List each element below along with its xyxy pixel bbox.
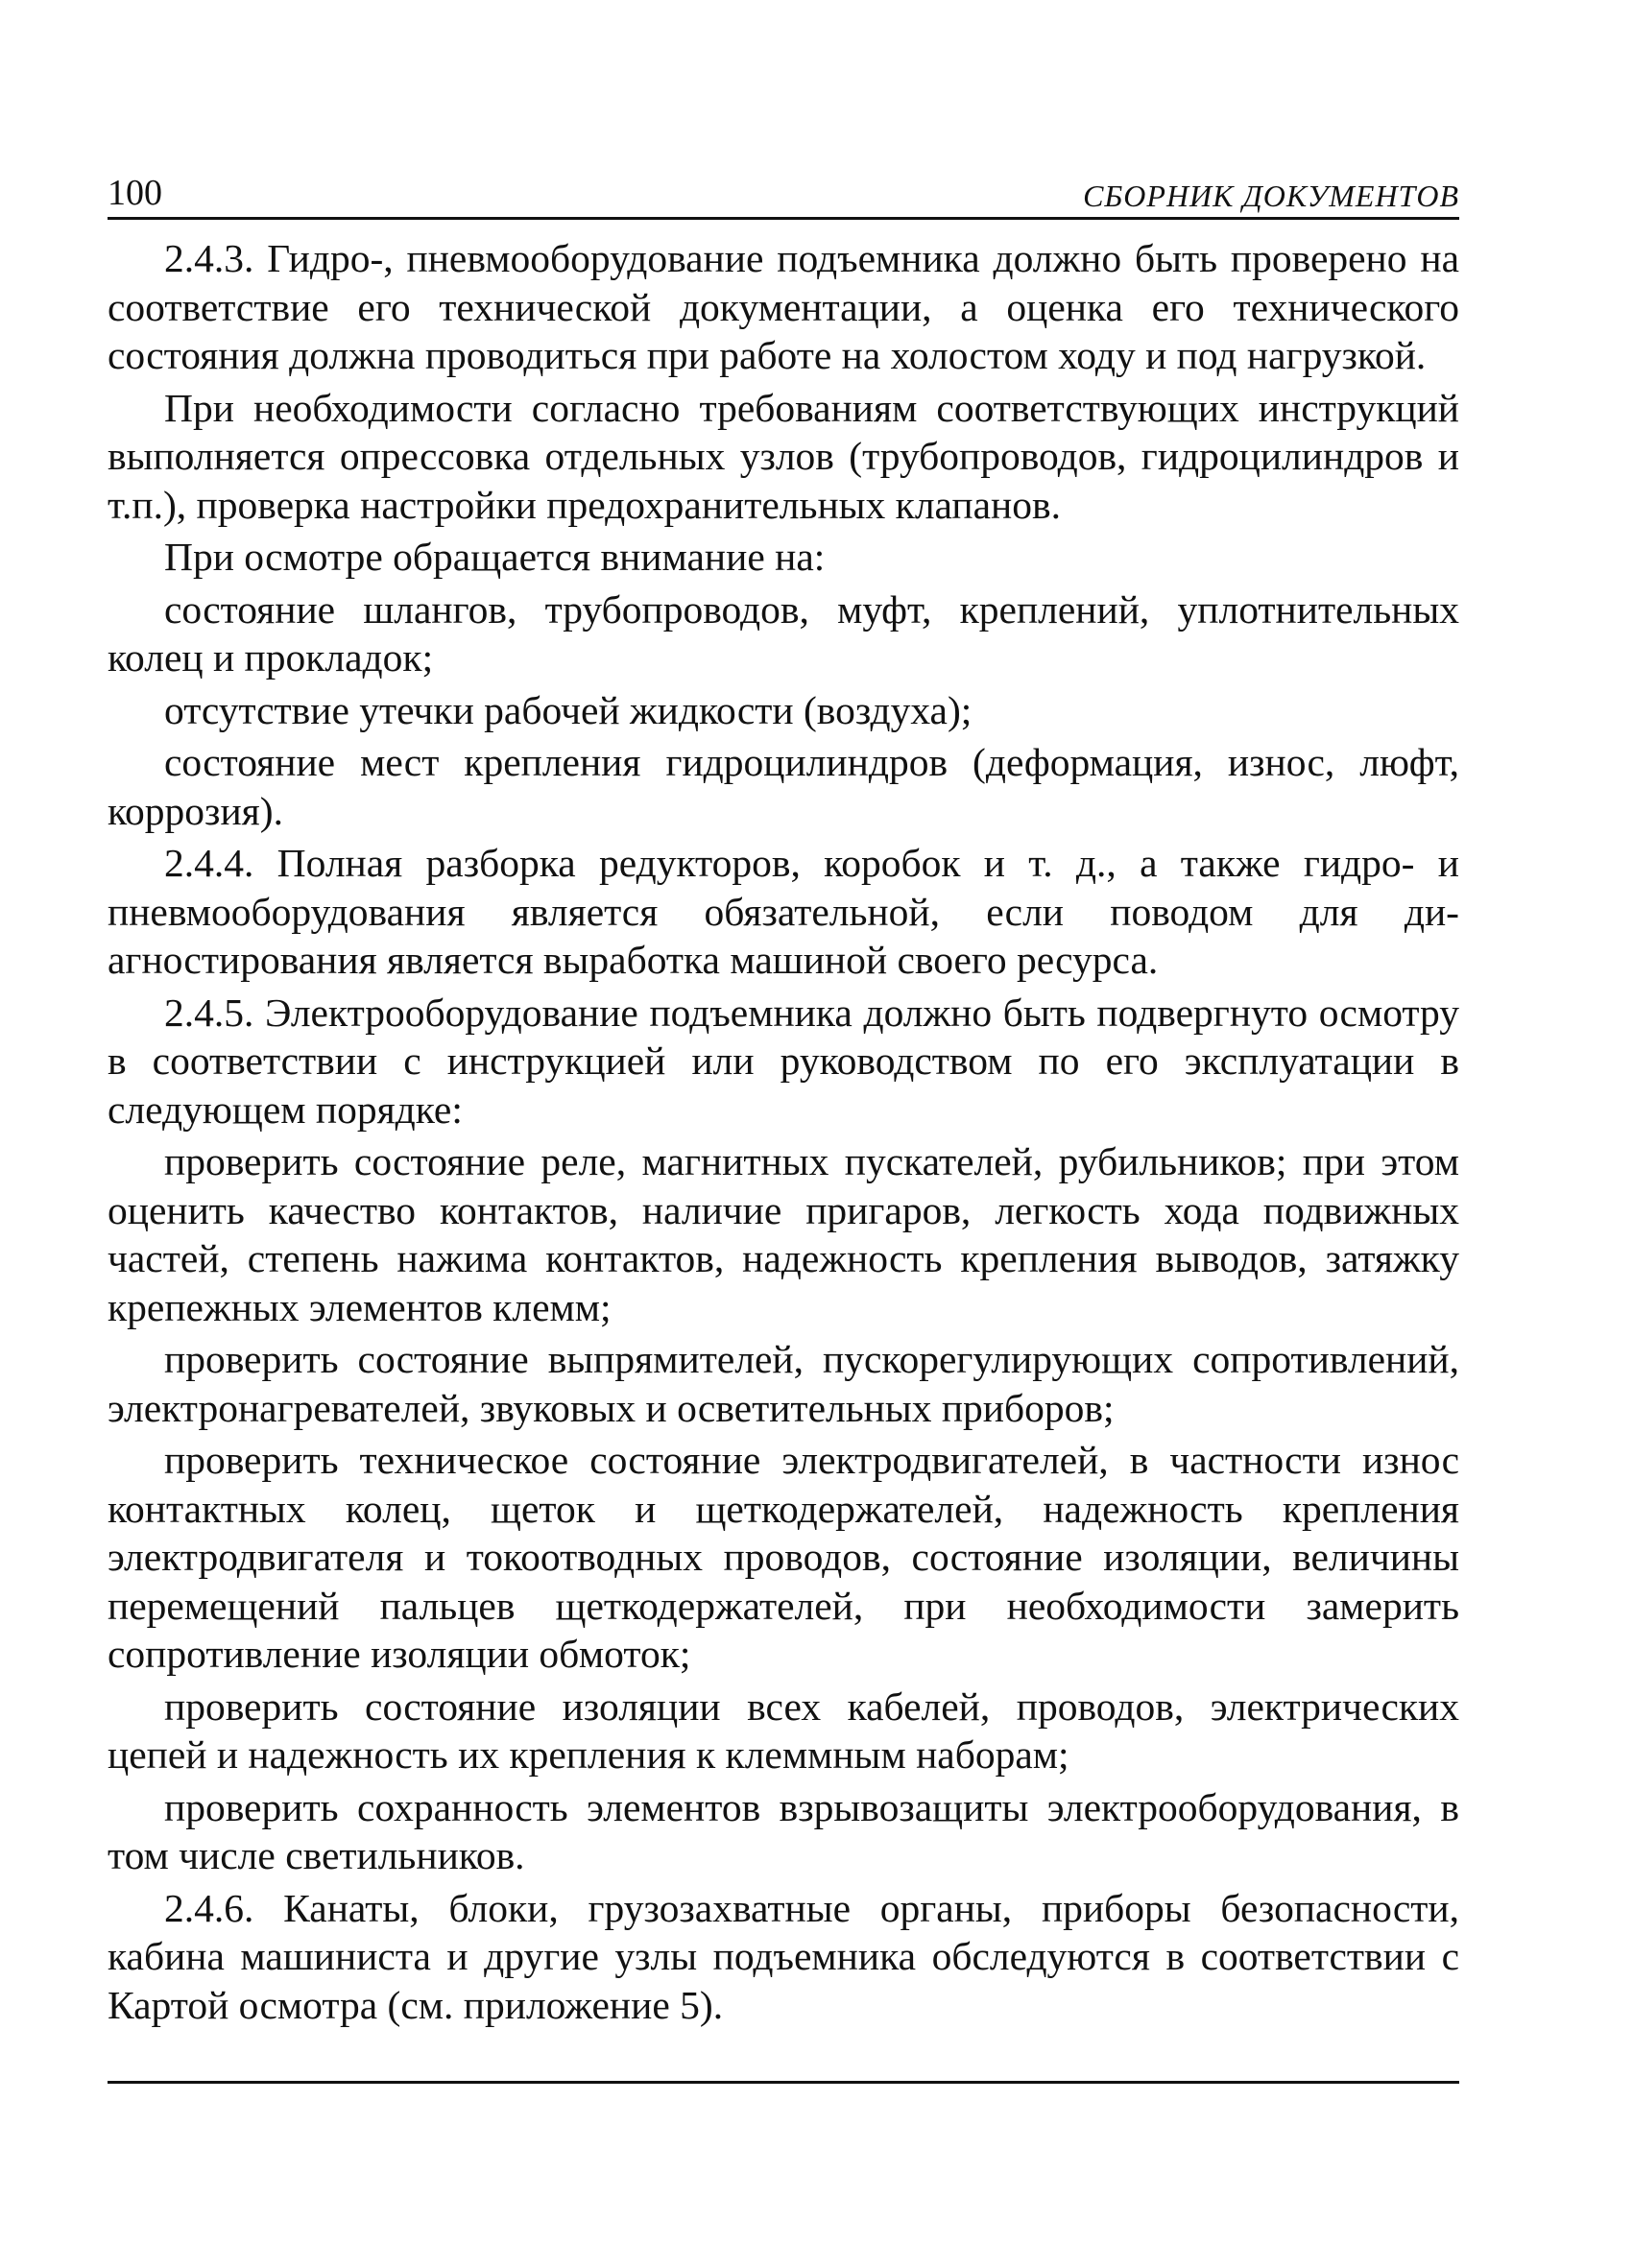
page-header bbox=[108, 161, 1459, 220]
paragraph-2-4-5: 2.4.5. Электрооборудование подъемника должно быть подвергнуто осмотру в соответствии с инструкцией или руководством по его эксплуатации в следующем порядке: bbox=[108, 990, 1459, 1132]
document-body bbox=[108, 234, 1459, 2033]
page-number: 100 bbox=[108, 173, 162, 213]
list-item-cables: проверить состояние изоляции всех кабелей, проводов, электрических цепей и надежность их крепления к клеммным наборам; bbox=[108, 1683, 1459, 1777]
list-item-explosion-protection: проверить сохранность элементов взрывозащиты электрооборудования, в том числе светильников. bbox=[108, 1784, 1459, 1877]
paragraph-2-4-4: 2.4.4. Полная разборка редукторов, коробок и т. д., а также гидро- и пневмооборудования является обязательной, если поводом для диагностирования является выработка машиной своего ресурса. bbox=[108, 841, 1459, 982]
paragraph-2-4-6: 2.4.6. Канаты, блоки, грузозахватные органы, приборы безопасности, кабина машиниста и другие узлы подъемника обследуются в соответствии с Картой осмотра (см. приложение 5). bbox=[108, 1885, 1459, 2027]
list-item-hoses: состояние шлангов, трубопроводов, муфт, креплений, уплотнительных колец и прокладок; bbox=[108, 586, 1459, 680]
list-item-relays: проверить состояние реле, магнитных пускателей, рубильников; при этом оценить качество контактов, наличие пригаров, легкость хода подвижных частей, степень нажима контактов, надежность крепления выводов, затяжку крепежных элементов клемм; bbox=[108, 1139, 1459, 1329]
list-item-cylinder-mounts: состояние мест крепления гидроцилиндров (деформация, износ, люфт, коррозия). bbox=[108, 740, 1459, 833]
footer-rule bbox=[108, 2081, 1459, 2084]
running-title: СБОРНИК ДОКУМЕНТОВ bbox=[1083, 179, 1459, 213]
paragraph-pressure-test: При необходимости согласно требованиям соответствующих инструкций выполняется опрессовка отдельных узлов (трубопроводов, гидроцилиндров и т.п.), проверка настройки предохранительных клапанов. bbox=[108, 385, 1459, 527]
list-item-motors: проверить техническое состояние электродвигателей, в частности износ контактных колец, щеток и щеткодержателей, надежность крепления электродвигателя и токоотводных проводов, состояние изоляции, величины перемещений пальцев щеткодержателей, при необходимости замерить сопротивление изоляции обмоток; bbox=[108, 1438, 1459, 1676]
paragraph-inspection-intro: При осмотре обращается внимание на: bbox=[164, 535, 826, 579]
list-item-rectifiers: проверить состояние выпрямителей, пускорегулирующих сопротивлений, электронагревателей, звуковых и осветительных приборов; bbox=[108, 1337, 1459, 1430]
paragraph-2-4-3: 2.4.3. Гидро-, пневмооборудование подъемника должно быть проверено на соответствие его технической документации, а оценка его технического состояния должна проводиться при работе на холостом ходу и под нагрузкой. bbox=[108, 236, 1459, 377]
list-item-leaks: отсутствие утечки рабочей жидкости (воздуха); bbox=[164, 687, 973, 732]
